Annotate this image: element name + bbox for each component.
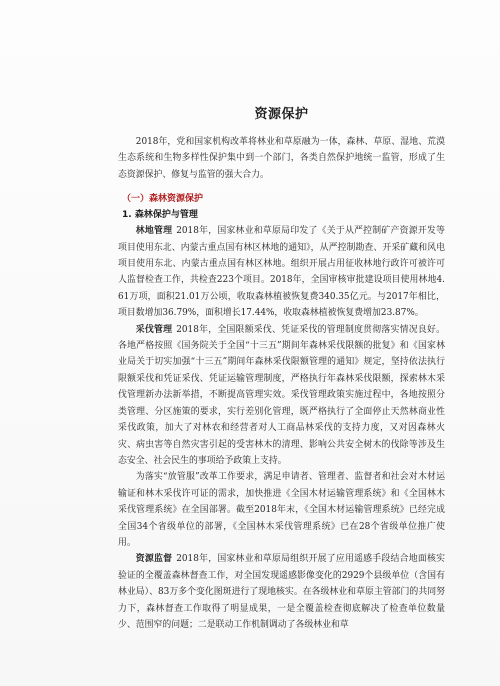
section-title: （一）森林资源保护: [122, 194, 204, 205]
paragraph-logging: [118, 322, 445, 470]
paragraph-forest-land: [118, 223, 445, 321]
paragraph-text: 2018年，国家林业和草原局印发了《关于从严控制矿产资源开发等项目使用东北、内蒙古重点国有林区林地的通知》，从严控制勘查、开采矿藏和风电项目使用东北、内蒙古重点国有林区林地。组织开展占用征收林地行政许可被许可人监督检查工作，共检查223个项目。2018年，全国审核审批建设项目使用林地4.61万项，面积21.01万公顷，收取森林植被恢复费340.35亿元。与2017年相比，项目数增加36.79%，面积增长17.44%，收取森林植被恢复费增加23.87%。: [118, 226, 445, 319]
paragraph-supervision: [118, 551, 445, 633]
page-content: [118, 106, 445, 633]
subsection-title: 1. 森林保护与管理: [122, 210, 198, 221]
paragraph-lead: 林地管理: [135, 226, 173, 237]
paragraph-lead: 采伐管理: [135, 324, 173, 335]
page-title: 资源保护: [254, 107, 309, 122]
paragraph-text: 2018年，全国限额采伐、凭证采伐的管理制度贯彻落实情况良好。各地严格按照《国务院关于全国“十三五”期间年森林采伐限额的批复》和《国家林业局关于切实加强“十三五”期间年森林采伐限额管理的通知》规定，坚持依法执行限额采伐和凭证采伐、凭证运输管理制度，严格执行年森林采伐限额，探索林木采伐管理新办法新举措，不断提高管理实效。采伐管理政策实施过程中，各地按照分类管理、分区施策的要求，实行差别化管理，既严格执行了全面停止天然林商业性采伐政策，加大了对林农和经营者对人工商品林采伐的支持力度，又对因森林火灾、病虫害等自然灾害引起的受害林木的清理、影响公共安全树木的伐除等涉及生态安全、社会民生的事项给予政策上支持。: [118, 324, 445, 466]
paragraph-systems: [118, 469, 445, 551]
paragraph-text: 为落实“放管服”改革工作要求，满足申请者、管理者、监督者和社会对木材运输证和林木采伐许可证的需求，加快推进《全国木材运输管理系统》和《全国林木采伐管理系统》在全国部署。截至2018年末，《全国木材运输管理系统》已经完成全国34个省级单位的部署，《全国林木采伐管理系统》已在28个省级单位推广使用。: [118, 472, 445, 548]
paragraph-text: 2018年，国家林业和草原局组织开展了应用遥感手段结合地面核实验证的全覆盖森林督查工作，对全国发现遥感影像变化的2929个县级单位（含国有林业局）、83万多个变化图斑进行了现地核实。在各级林业和草原主管部门的共同努力下，森林督查工作取得了明显成果，一是全覆盖检查彻底解决了检查单位数量少、范围窄的问题；二是联动工作机制调动了各级林业和草: [118, 554, 445, 630]
intro-paragraph: 2018年，党和国家机构改革将林业和草原融为一体，森林、草原、湿地、荒漠生态系统和生物多样性保护集中到一个部门，各类自然保护地统一监管，形成了生态资源保护、修复与监管的强大合力。: [118, 137, 445, 180]
paragraph-lead: 资源监督: [135, 554, 173, 565]
